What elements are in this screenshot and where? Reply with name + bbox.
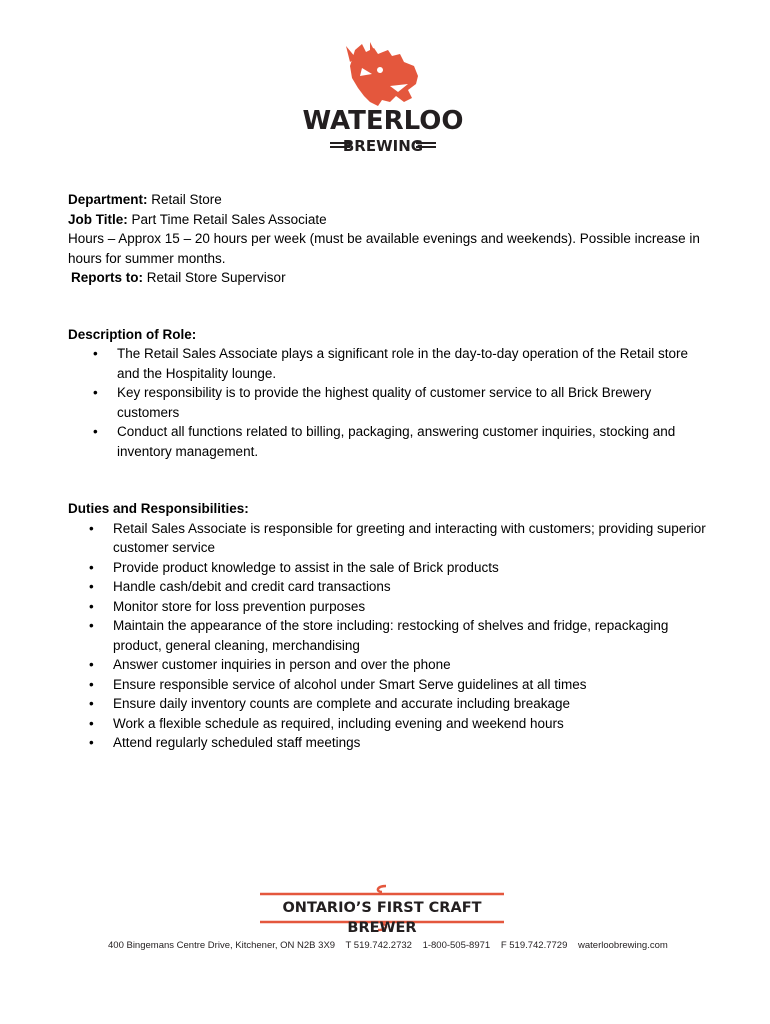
reports-to-value: Retail Store Supervisor [143,270,286,285]
brand-wordmark: WATERLOO [302,106,464,136]
department-label: Department: [68,192,148,207]
reports-to-line [68,268,708,288]
hours-line: Hours – Approx 15 – 20 hours per week (must be available evenings and weekends). Possible increase in hours for summer months. [68,231,700,266]
footer-address: 400 Bingemans Centre Drive, Kitchener, ON N2B 3X9 [108,940,336,951]
list-item: • Key responsibility is to provide the highest quality of customer service to all Brick Brewery customers [68,383,708,422]
brand-sub: BREWING [342,137,424,155]
list-item: • Ensure daily inventory counts are complete and accurate including breakage [68,694,708,714]
footer-tollfree: 1-800-505-8971 [422,940,491,951]
description-list [68,344,708,461]
description-heading: Description of Role: [68,326,197,342]
footer-website: waterloobrewing.com [578,940,668,951]
list-item: • Conduct all functions related to billing, packaging, answering customer inquiries, stocking and inventory management. [68,422,708,461]
list-item: • Provide product knowledge to assist in the sale of Brick products [68,558,708,578]
list-item: • Answer customer inquiries in person and over the phone [68,655,708,675]
job-title-label: Job Title: [68,211,128,227]
footer-phone: T 519.742.2732 [345,940,412,951]
footer-contact [108,940,668,951]
department-value: Retail Store [147,192,222,207]
list-item: • Work a flexible schedule as required, including evening and weekend hours [68,714,708,734]
list-item: • The Retail Sales Associate plays a significant role in the day-to-day operation of the Retail store and the Hospitality lounge. [68,344,708,383]
list-item: • Handle cash/debit and credit card transactions [68,577,708,597]
list-item: • Attend regularly scheduled staff meetings [68,733,708,753]
footer-brand [258,884,506,934]
job-posting-body [68,190,708,753]
list-item: • Retail Sales Associate is responsible for greeting and interacting with customers; providing superior customer service [68,519,708,558]
footer-fax: F 519.742.7729 [500,940,568,951]
list-item: • Maintain the appearance of the store including: restocking of shelves and fridge, repackaging product, general cleaning, merchandising [68,616,708,655]
brand-subwordmark [300,136,466,156]
footer-tagline: ONTARIO’S FIRST CRAFT BREWER [282,900,482,936]
job-title-line [68,210,708,230]
boar-head-icon [300,40,466,110]
list-item: • Ensure responsible service of alcohol under Smart Serve guidelines at all times [68,675,708,695]
duties-list [68,519,708,753]
list-item: • Monitor store for loss prevention purposes [68,597,708,617]
reports-to-label: Reports to: [71,270,143,285]
department-line [68,190,708,210]
duties-heading: Duties and Responsibilities: [68,501,249,516]
job-title-value: Part Time Retail Sales Associate [127,211,327,227]
